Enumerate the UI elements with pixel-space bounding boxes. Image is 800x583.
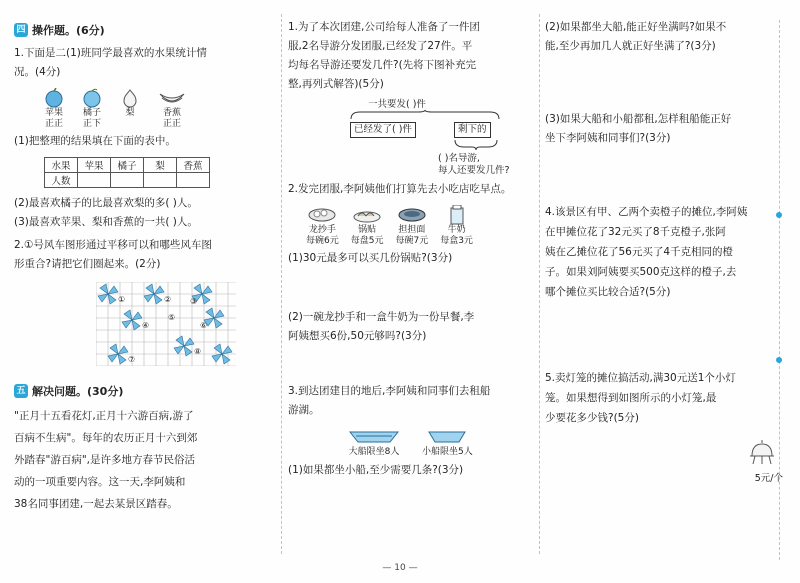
section-badge: 四	[14, 23, 28, 37]
answer-cell[interactable]	[177, 173, 210, 188]
distribution-diagram	[288, 96, 534, 174]
food-name: 担担面	[398, 225, 426, 235]
plate-icon	[352, 205, 382, 225]
story-text: 38名同事团建,一起去某景区踏春。	[14, 498, 178, 510]
pear-icon	[120, 88, 140, 108]
table-header: 橘子	[111, 158, 144, 173]
food-price: 每盘5元	[350, 236, 384, 246]
food-row	[306, 205, 534, 247]
fruit-name: 苹果	[44, 108, 63, 118]
section-solve	[14, 383, 276, 399]
page-number-value: 10	[394, 563, 406, 573]
boat-label: 小船限坐5人	[422, 447, 473, 457]
boat-large	[348, 428, 400, 457]
question-text: 形重合?请把它们圈起来。(2分)	[14, 258, 161, 270]
table-header: 水果	[45, 158, 78, 173]
question-text: 笼。如果想得到如图所示的小灯笼,最	[545, 392, 717, 404]
question-text: 1.为了本次团建,公司给每人准备了一件团	[288, 21, 480, 33]
fruit-apple	[44, 88, 64, 130]
section-operations	[14, 22, 276, 38]
question-text: (1)30元最多可以买几份锅贴?(3分)	[288, 252, 453, 264]
windmill-icon[interactable]	[174, 336, 194, 356]
question-text: 整,再列式解答)(5分)	[288, 78, 384, 90]
milk-box-icon	[448, 205, 466, 225]
question-text: 2.发完团服,李阿姨他们打算先去小吃店吃早点。	[288, 183, 512, 195]
diagram-each-label: 每人还要发几件?	[438, 165, 510, 176]
diagram-total-label: 一共要发( )件	[368, 99, 426, 110]
large-boat-icon	[348, 428, 400, 444]
table-header: 梨	[144, 158, 177, 173]
diagram-guides-label: ( )名导游,	[438, 153, 480, 164]
boat-small	[422, 428, 473, 457]
diagram-given-box[interactable]: 已经发了( )件	[350, 122, 416, 138]
story-text: 动的一项重要内容。这一天,李阿姨和	[14, 476, 186, 488]
windmill-label: ⑧	[194, 347, 202, 356]
question-text: 哪个摊位买比较合适?(5分)	[545, 286, 671, 298]
question-text: 2.①号风车图形通过平移可以和哪些风车图	[14, 239, 212, 251]
lantern-price: 5元/个	[754, 473, 783, 484]
boat-row	[348, 428, 534, 457]
answer-space[interactable]	[545, 302, 783, 368]
fruit-name: 橘子	[82, 108, 101, 118]
boat-label: 大船限坐8人	[348, 447, 400, 457]
fruit-tally: 正下	[82, 119, 101, 129]
question-text: (3)最喜欢苹果、梨和香蕉的一共( )人。	[14, 216, 198, 228]
lantern-area	[545, 428, 783, 498]
brace-icon	[350, 110, 500, 120]
table-header: 苹果	[78, 158, 111, 173]
windmill-label: ⑥	[200, 321, 208, 330]
windmill-label: ⑤	[168, 313, 176, 322]
fruit-name: 香蕉	[162, 108, 181, 118]
question-text: (2)一碗龙抄手和一盒牛奶为一份早餐,李	[288, 311, 475, 323]
food-chaoshou	[306, 205, 339, 247]
answer-cell[interactable]	[78, 173, 111, 188]
food-name: 牛奶	[447, 225, 466, 235]
question-text: 坐下李阿姨和同事们?(3分)	[545, 132, 671, 144]
question-text: (3)如果大船和小船都租,怎样租船能正好	[545, 113, 732, 125]
brace-icon	[454, 140, 498, 150]
food-name: 锅贴	[358, 225, 377, 235]
diagram-left-box[interactable]: 剩下的	[454, 122, 491, 138]
column-middle	[288, 18, 534, 480]
question-text: 5.卖灯笼的摊位搞活动,满30元送1个小灯	[545, 372, 736, 384]
question-text: 能,至少再加几人就正好坐满了?(3分)	[545, 40, 716, 52]
question-text: 况。(4分)	[14, 66, 61, 78]
column-right	[545, 18, 783, 498]
windmill-grid[interactable]	[96, 282, 236, 366]
windmill-label: ⑦	[128, 355, 136, 364]
food-price: 每碗7元	[395, 236, 429, 246]
question-text: (1)如果都坐小船,至少需要几条?(3分)	[288, 464, 464, 476]
windmill-label: ③	[190, 297, 198, 306]
column-divider	[281, 14, 282, 554]
noodle-bowl-icon	[397, 205, 427, 225]
question-text: 均每名导游还要发几件?(先将下图补充完	[288, 59, 477, 71]
banana-icon	[158, 88, 186, 108]
story-text: 外踏春"游百病",是许多地方春节民俗活	[14, 454, 195, 466]
question-text: 4.该景区有甲、乙两个卖橙子的摊位,李阿姨	[545, 206, 748, 218]
table-row-label: 人数	[45, 173, 78, 188]
answer-space[interactable]	[545, 148, 783, 202]
question-text: 服,2名导游分发团服,已经发了27件。平	[288, 40, 473, 52]
food-milk	[440, 205, 473, 247]
fruit-orange	[82, 88, 102, 130]
column-left	[14, 18, 276, 515]
table-header: 香蕉	[177, 158, 210, 173]
question-text: 1.下面是二(1)班同学最喜欢的水果统计情	[14, 47, 207, 59]
section-title: 解决问题。(30分)	[32, 385, 124, 398]
question-text: (2)最喜欢橘子的比最喜欢梨的多( )人。	[14, 197, 198, 209]
question-text: (2)如果都坐大船,能正好坐满吗?如果不	[545, 21, 727, 33]
question-text: 姨在乙摊位花了56元买了4千克相同的橙	[545, 246, 734, 258]
question-text: 阿姨想买6份,50元够吗?(3分)	[288, 330, 427, 342]
story-text: 百病不生病"。每年的农历正月十六到郊	[14, 432, 198, 444]
section-title: 操作题。(6分)	[32, 24, 105, 37]
column-divider	[539, 14, 540, 554]
apple-icon	[44, 88, 64, 108]
answer-space[interactable]	[288, 346, 534, 382]
bowl-icon	[307, 205, 337, 225]
story-text: "正月十五看花灯,正月十六游百病,游了	[14, 410, 194, 422]
small-boat-icon	[427, 428, 467, 444]
answer-space[interactable]	[545, 56, 783, 110]
lantern-icon	[747, 438, 777, 466]
food-price: 每碗6元	[306, 236, 339, 246]
windmill-label: ①	[118, 295, 126, 304]
fruit-name: 梨	[125, 108, 135, 118]
fruit-pear	[120, 88, 140, 130]
section-badge: 五	[14, 384, 28, 398]
question-text: 在甲摊位花了32元买了8千克橙子,张阿	[545, 226, 726, 238]
tally-table	[44, 157, 210, 188]
question-text: 少要花多少钱?(5分)	[545, 412, 639, 424]
question-text: 游湖。	[288, 404, 320, 416]
food-dandanmian	[395, 205, 428, 247]
page-number: — 10 —	[382, 563, 418, 573]
answer-cell[interactable]	[144, 173, 177, 188]
answer-cell[interactable]	[111, 173, 144, 188]
fruit-tally: 正正	[162, 119, 181, 129]
fruit-banana	[158, 88, 186, 130]
question-text: 3.到达团建目的地后,李阿姨和同事们去租船	[288, 385, 491, 397]
food-price: 每盒3元	[440, 236, 473, 246]
food-name: 龙抄手	[308, 225, 336, 235]
question-text: (1)把整理的结果填在下面的表中。	[14, 135, 176, 147]
fruit-row	[44, 88, 276, 130]
answer-space[interactable]	[288, 268, 534, 308]
food-guotie	[351, 205, 384, 247]
question-text: 子。如果刘阿姨要买500克这样的橙子,去	[545, 266, 737, 278]
windmill-label: ②	[164, 295, 172, 304]
orange-icon	[82, 88, 102, 108]
windmill-label: ④	[142, 321, 150, 330]
fruit-tally: 正正	[44, 119, 63, 129]
